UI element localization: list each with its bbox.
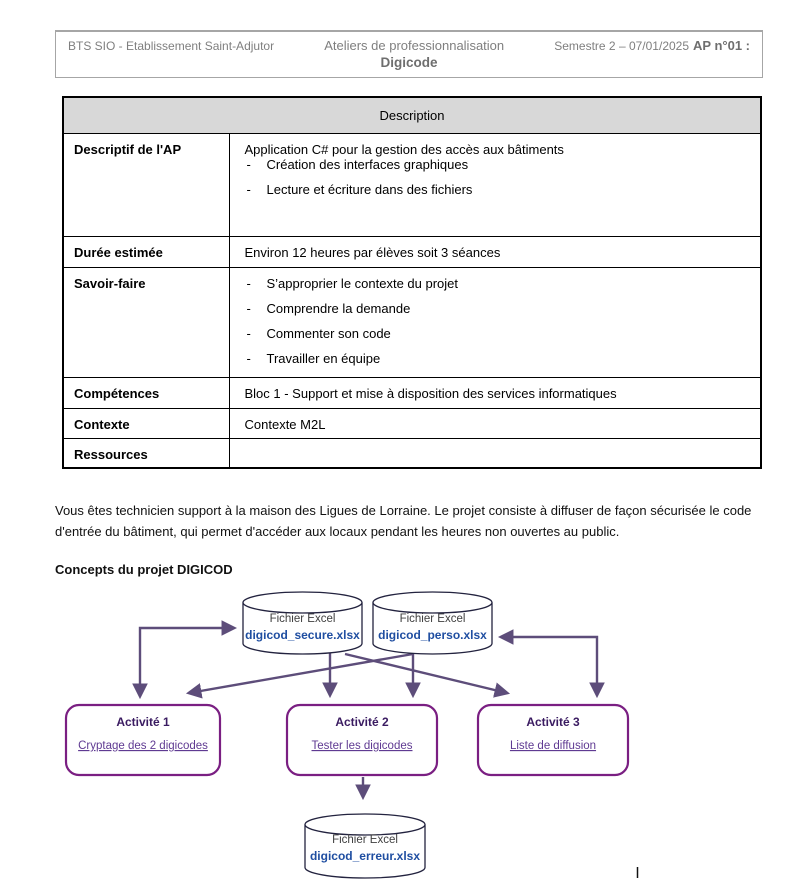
bullet-item: - S’approprier le contexte du projet xyxy=(245,276,751,291)
cylinder-perso-label: Fichier Excel xyxy=(399,613,466,625)
activity1-title: Activité 1 xyxy=(116,715,170,729)
row-value-competences: Bloc 1 - Support et mise à disposition des services informatiques xyxy=(229,377,761,408)
cylinder-perso-filename: digicod_perso.xlsx xyxy=(378,628,487,642)
activity2-title: Activité 2 xyxy=(335,715,389,729)
cylinder-erreur-filename: digicod_erreur.xlsx xyxy=(309,849,421,863)
activity1-link[interactable]: Cryptage des 2 digicodes xyxy=(78,740,208,752)
cylinder-secure-filename: digicod_secure.xlsx xyxy=(245,628,360,642)
bullet-item: - Création des interfaces graphiques xyxy=(245,157,751,172)
row-value-contexte: Contexte M2L xyxy=(229,408,761,438)
bullet-item: - Travailler en équipe xyxy=(245,351,751,366)
row-label-savoir-faire: Savoir-faire xyxy=(63,267,229,377)
activity1-box xyxy=(66,705,220,775)
table-row-descriptif xyxy=(63,133,761,236)
header-ap-number: AP n°01 : xyxy=(693,38,750,53)
header-school: BTS SIO - Etablissement Saint-Adjutor xyxy=(68,39,275,53)
cylinder-erreur-top xyxy=(305,814,425,835)
cylinder-erreur xyxy=(305,814,425,878)
row-value-ressources xyxy=(229,438,761,468)
row-value-duree: Environ 12 heures par élèves soit 3 séances xyxy=(229,236,761,267)
intro-paragraph: Vous êtes technicien support à la maison des Ligues de Lorraine. Le projet consiste à diffuser de façon sécurisée le code d'entrée du bâtiment, qui permet d'accéder aux locaux pendant les heures non ouvertes au public. xyxy=(55,503,752,539)
row-label-competences: Compétences xyxy=(63,377,229,408)
row-label-duree: Durée estimée xyxy=(63,236,229,267)
cylinder-erreur-label: Fichier Excel xyxy=(332,834,398,846)
table-row-savoir-faire xyxy=(63,267,761,377)
concepts-heading: Concepts du projet DIGICOD xyxy=(55,562,233,577)
savoir-faire-bullets xyxy=(245,276,751,366)
row-value-savoir-faire xyxy=(229,267,761,377)
activity3-link[interactable]: Liste de diffusion xyxy=(509,740,597,752)
activity3-title: Activité 3 xyxy=(526,715,580,729)
table-row-duree xyxy=(63,236,761,267)
cylinder-perso-top xyxy=(373,592,492,613)
table-row-contexte xyxy=(63,408,761,438)
row-value-descriptif xyxy=(229,133,761,236)
header-semester-date xyxy=(554,38,750,53)
arrow-secure-activity3 xyxy=(345,654,507,693)
table-row-ressources xyxy=(63,438,761,468)
table-row-competences xyxy=(63,377,761,408)
activity3-box xyxy=(478,705,628,775)
descriptif-intro: Application C# pour la gestion des accès aux bâtiments xyxy=(244,141,564,157)
descriptif-bullets xyxy=(245,157,751,197)
table-header-row xyxy=(63,97,761,133)
arrow-activity3-perso xyxy=(501,637,597,695)
cylinder-secure-label: Fichier Excel xyxy=(269,613,336,625)
cylinder-secure xyxy=(243,592,362,654)
doc-header xyxy=(55,30,763,78)
cylinder-secure-top xyxy=(243,592,362,613)
digicod-concept-diagram xyxy=(0,581,790,881)
activity2-box xyxy=(287,705,437,775)
table-header-description: Description xyxy=(63,97,761,133)
bullet-item: - Lecture et écriture dans des fichiers xyxy=(245,182,751,197)
activity2-link[interactable]: Tester les digicodes xyxy=(311,740,413,752)
header-course-title: Ateliers de professionnalisation xyxy=(324,38,505,53)
row-label-ressources: Ressources xyxy=(63,438,229,468)
row-label-contexte: Contexte xyxy=(63,408,229,438)
doc-subtitle: Digicode xyxy=(380,55,438,70)
doc-header-line1 xyxy=(56,32,762,53)
arrow-activity1-secure xyxy=(140,628,234,696)
row-label-descriptif: Descriptif de l'AP xyxy=(63,133,229,236)
header-semester: Semestre 2 – 07/01/2025 xyxy=(554,39,690,53)
bullet-item: - Commenter son code xyxy=(245,326,751,341)
arrow-perso-activity1 xyxy=(189,654,413,693)
bullet-item: - Comprendre la demande xyxy=(245,301,751,316)
description-table xyxy=(62,96,762,469)
cylinder-perso xyxy=(373,592,492,654)
